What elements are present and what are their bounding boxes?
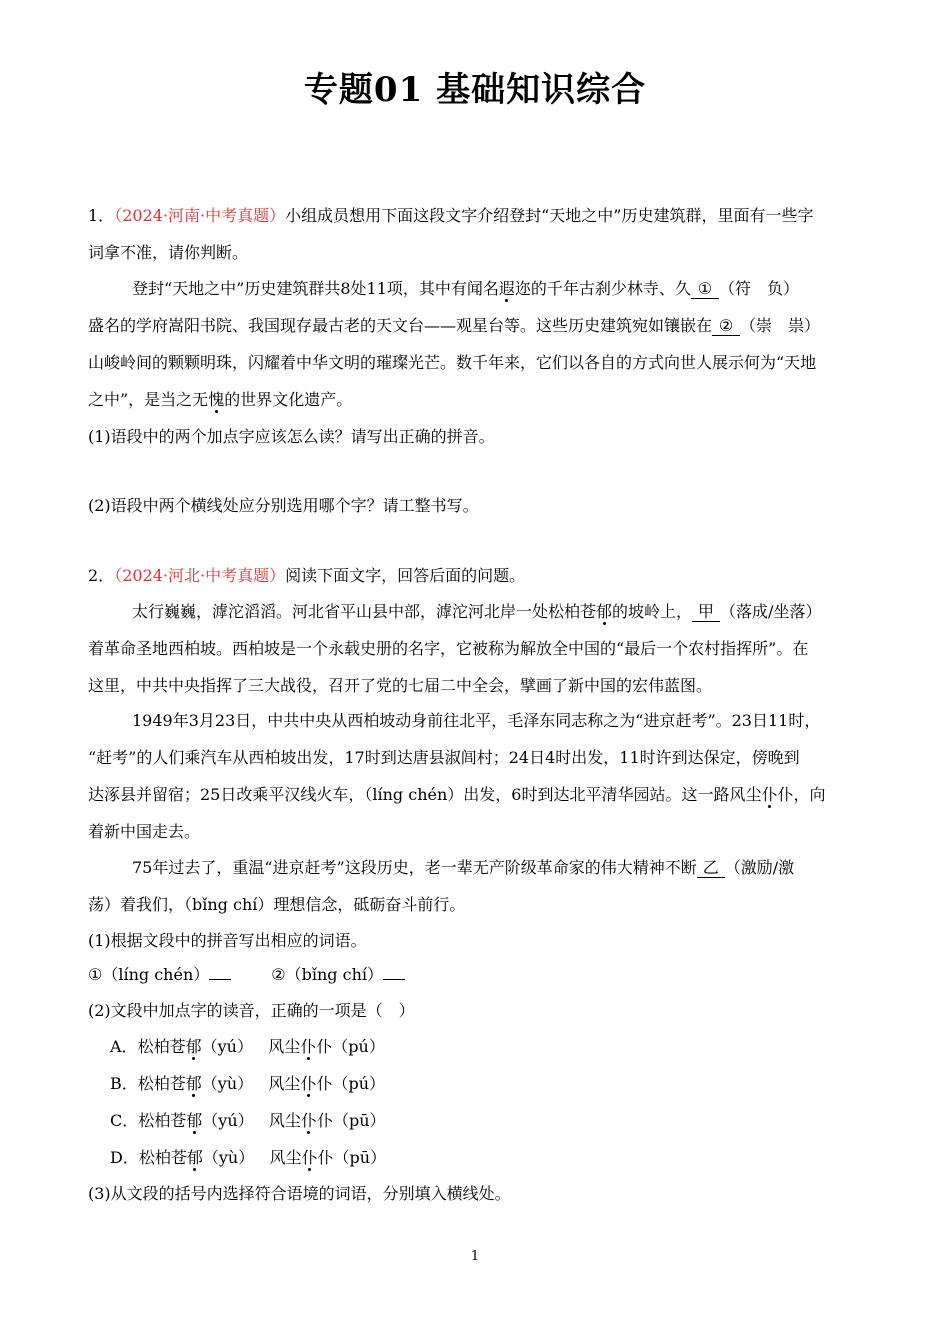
q1-stem-text: 小组成员想用下面这段文字介绍登封“天地之中”历史建筑群，里面有一些字	[285, 206, 814, 225]
q2-blank-jia: 甲	[692, 603, 720, 622]
option-dotted-char: 郁	[186, 1148, 203, 1167]
q1-dotted-char-1: 遐	[498, 279, 515, 298]
option-label: A．	[110, 1037, 138, 1056]
option-text: 风尘	[268, 1037, 301, 1056]
q2-option-a	[110, 1036, 885, 1058]
option-dotted-char: 郁	[186, 1111, 203, 1130]
option-pinyin: （yù）	[202, 1148, 255, 1167]
option-label: B．	[110, 1074, 138, 1093]
q2-stem-text: 阅读下面文字，回答后面的问题。	[285, 566, 526, 585]
q2-passage-text: 仆，向	[777, 785, 826, 804]
q2-blank-yi: 乙	[697, 859, 725, 878]
option-label: C．	[110, 1111, 139, 1130]
q1-passage-line4	[88, 389, 863, 411]
q2-passage-line6	[88, 784, 863, 806]
option-pinyin: （pū）	[332, 1111, 386, 1130]
q1-choice-1: （符 负）	[718, 279, 799, 298]
q2-choice-jia: （落成/坐落）	[720, 602, 822, 621]
q1-dotted-char-2: 愧	[208, 390, 225, 409]
q2-passage-text: 太行巍巍，滹沱滔滔。河北省平山县中部，滹沱河北岸一处松柏苍	[132, 602, 597, 621]
q1-passage-text: 迩的千年古刹少林寺、久	[514, 279, 691, 298]
q2-fill-prompt-2: ②（bǐng chí）	[271, 965, 383, 984]
option-pinyin: （pū）	[333, 1148, 387, 1167]
q1-passage-text: 盛名的学府嵩阳书院、我国现存最古老的天文台——观星台等。这些历史建筑宛如镶嵌在	[88, 316, 713, 335]
option-text: 松柏苍	[137, 1074, 186, 1093]
q2-passage-line7: 着新中国走去。	[88, 822, 201, 841]
option-text: 风尘	[268, 1074, 301, 1093]
q2-passage-line3: 这里，中共中央指挥了三大战役，召开了党的七届二中全会，擘画了新中国的宏伟蓝图。	[88, 676, 713, 695]
q2-option-c	[110, 1110, 885, 1132]
q2-passage-line5: “赶考”的人们乘汽车从西柏坡出发，17时到达唐县淑闾村；24日4时出发，11时许到达保定，傍晚到	[88, 748, 800, 767]
q1-source-tag: （2024·河南·中考真题）	[114, 206, 286, 225]
q1-passage-text: 登封“天地之中”历史建筑群共8处11项，其中有闻名	[132, 279, 499, 298]
q1-subquestion-2: (2)语段中两个横线处应分别选用哪个字？请工整书写。	[88, 496, 479, 515]
option-text: 松柏苍	[138, 1111, 187, 1130]
q1-number: 1．	[88, 206, 115, 225]
option-pinyin: （yú）	[202, 1111, 254, 1130]
q1-passage-line2	[88, 315, 863, 337]
q2-passage-line4: 1949年3月23日，中共中央从西柏坡动身前往北平，毛泽东同志称之为“进京赶考”。23日11时，	[132, 711, 821, 730]
q2-passage-line1	[132, 601, 863, 623]
option-label: D．	[110, 1148, 139, 1167]
option-text: 松柏苍	[138, 1148, 187, 1167]
q1-stem-line2: 词拿不准，请你判断。	[88, 243, 249, 262]
option-text: 松柏苍	[137, 1037, 186, 1056]
q2-dotted-char-yu: 郁	[596, 602, 613, 621]
option-text: 仆	[317, 1148, 334, 1167]
q2-subquestion-3: (3)从文段的括号内选择符合语境的词语，分别填入横线处。	[88, 1184, 511, 1203]
q2-subquestion-1: (1)根据文段中的拼音写出相应的词语。	[88, 931, 367, 950]
option-pinyin: （pú）	[332, 1037, 385, 1056]
option-dotted-char: 仆	[300, 1037, 317, 1056]
q2-fill-blank-2	[383, 965, 405, 980]
q1-choice-2: （崇 祟）	[740, 316, 821, 335]
q1-blank-2: ②	[712, 317, 740, 336]
q1-passage-line3: 山峻岭间的颗颗明珠，闪耀着中华文明的璀璨光芒。数千年来，它们以各自的方式向世人展示何为“天地	[88, 353, 817, 372]
q1-passage-text: 之中”，是当之无	[88, 390, 209, 409]
page-number: 1	[470, 1249, 480, 1264]
q2-passage-line9: 荡）着我们，（bǐng chí）理想信念，砥砺奋斗前行。	[88, 895, 466, 914]
q2-choice-yi: （激励/激	[724, 858, 795, 877]
option-dotted-char: 仆	[300, 1074, 317, 1093]
option-text: 仆	[316, 1111, 333, 1130]
option-pinyin: （pú）	[332, 1074, 386, 1093]
option-dotted-char: 仆	[300, 1111, 317, 1130]
q1-passage-line1	[132, 278, 863, 300]
option-pinyin: （yù）	[201, 1074, 254, 1093]
q1-stem-line1	[88, 205, 863, 227]
option-dotted-char: 仆	[301, 1148, 318, 1167]
q2-passage-text: 的坡岭上，	[612, 602, 693, 621]
q2-option-d	[110, 1147, 885, 1169]
option-pinyin: （yú）	[201, 1037, 253, 1056]
q1-blank-1: ①	[691, 280, 719, 299]
q2-option-b	[110, 1073, 885, 1095]
q2-passage-line8	[132, 857, 863, 879]
q1-passage-text: 的世界文化遗产。	[224, 390, 353, 409]
q2-passage-text: 75年过去了，重温“进京赶考”这段历史，老一辈无产阶级革命家的伟大精神不断	[132, 858, 697, 877]
option-text: 仆	[316, 1074, 333, 1093]
q2-source-tag: （2024·河北·中考真题）	[114, 566, 286, 585]
q2-stem-line	[88, 565, 863, 587]
q2-passage-text: 达涿县并留宿；25日改乘平汉线火车，（líng chén）出发，6时到达北平清华园站。这一路风尘	[88, 785, 762, 804]
option-text: 风尘	[269, 1148, 302, 1167]
option-text: 仆	[316, 1037, 333, 1056]
q2-number: 2．	[88, 566, 115, 585]
option-text: 风尘	[268, 1111, 301, 1130]
option-dotted-char: 郁	[185, 1037, 202, 1056]
q2-subquestion-2: (2)文段中加点字的读音，正确的一项是（ ）	[88, 1001, 415, 1020]
q2-fill-prompt-1: ①（líng chén）	[88, 965, 210, 984]
q2-passage-line2: 着革命圣地西柏坡。西柏坡是一个永载史册的名字，它被称为解放全中国的“最后一个农村指挥所”。在	[88, 639, 809, 658]
page-title: 专题01 基础知识综合	[303, 70, 647, 110]
option-dotted-char: 郁	[185, 1074, 202, 1093]
q2-dotted-char-pu: 仆	[761, 785, 778, 804]
q2-fill-blank-1	[209, 965, 231, 980]
q1-subquestion-1: (1)语段中的两个加点字应该怎么读？请写出正确的拼音。	[88, 427, 495, 446]
q2-fill-line	[88, 964, 863, 986]
